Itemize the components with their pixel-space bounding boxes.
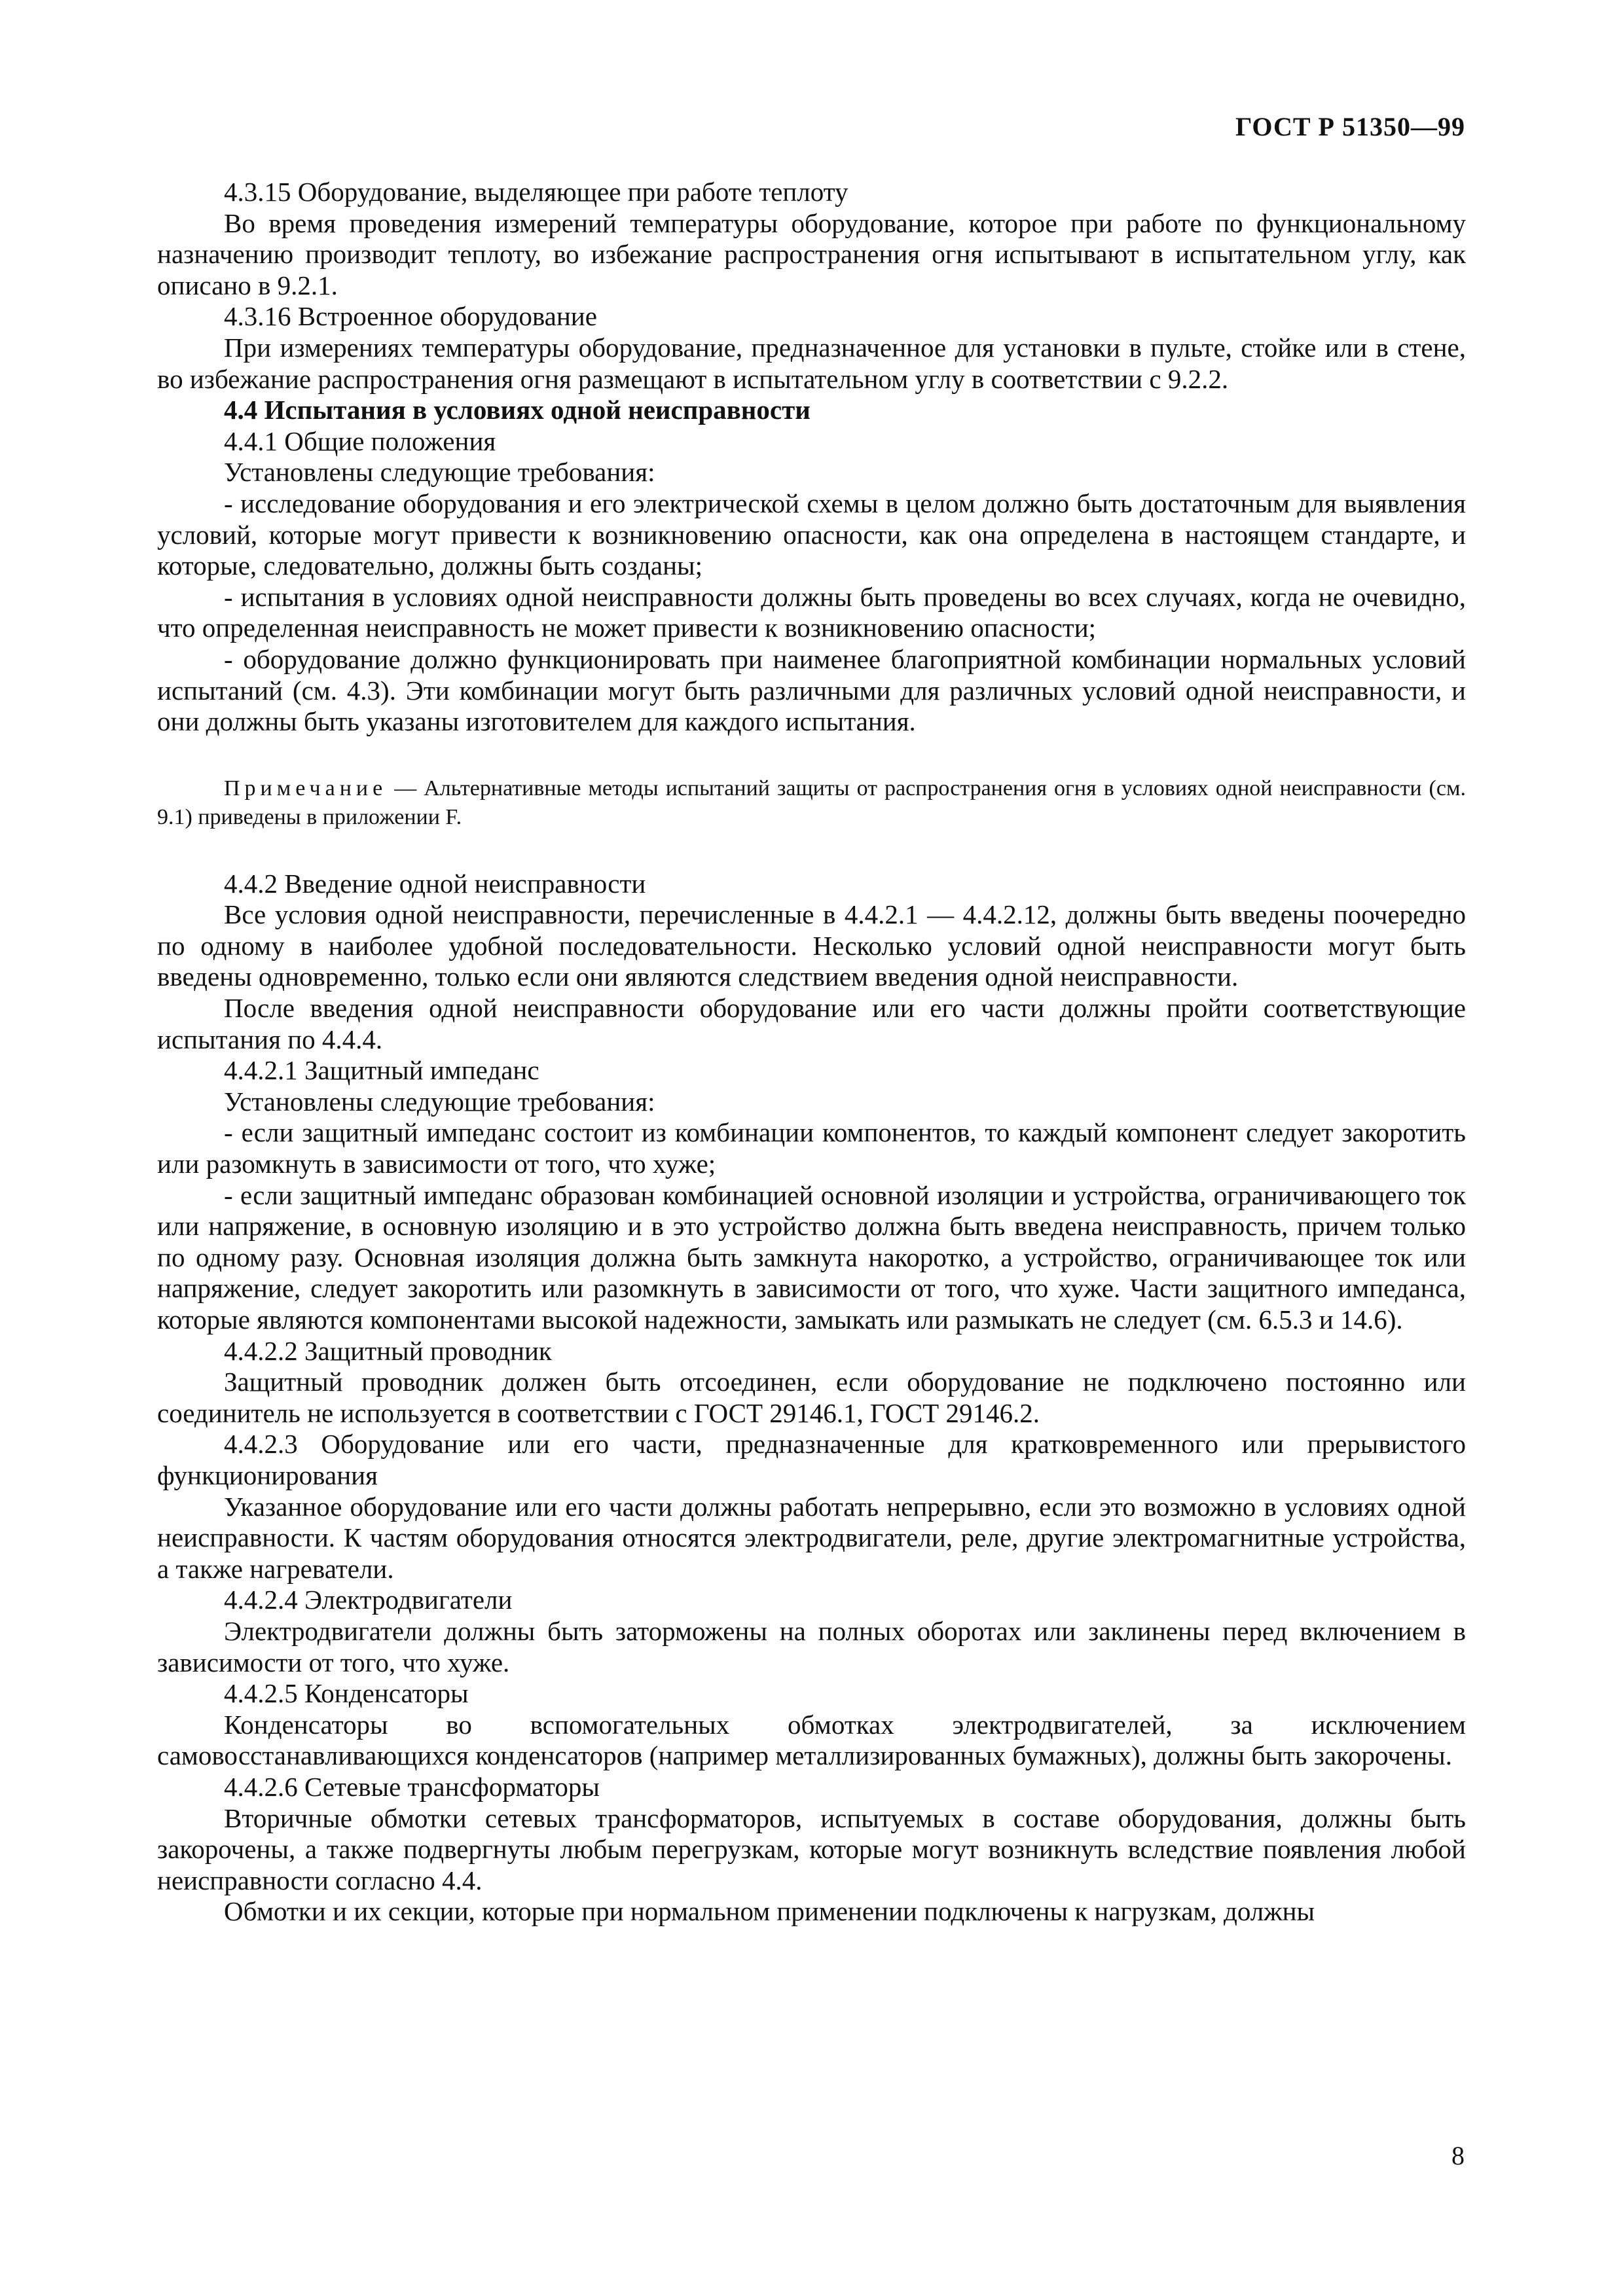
list-item: - исследование оборудования и его электрической схемы в целом должно быть достаточным для выявления условий, которые могут привести к возникновению опасности, как она определена в настоящем стандарте, и которые, следовательно, должны быть созданы; — [157, 488, 1466, 581]
paragraph: Вторичные обмотки сетевых трансформаторов, испытуемых в составе оборудования, должны быть закорочены, а также подвергнуты любым перегрузкам, которые могут возникнуть вследствие появления любой неисправности согласно 4.4. — [157, 1803, 1466, 1895]
paragraph: Электродвигатели должны быть заторможены на полных оборотах или заклинены перед включением в зависимости от того, что хуже. — [157, 1615, 1466, 1677]
paragraph: Установлены следующие требования: — [224, 1086, 655, 1117]
clause-4-4-2-1-heading: 4.4.2.1 Защитный импеданс — [224, 1055, 539, 1086]
paragraph: Все условия одной неисправности, перечисленные в 4.4.2.1 — 4.4.2.12, должны быть введены поочередно по одному в наиболее удобной последовательности. Несколько условий одной неисправности могут быть введены одновременно, только если они являются следствием введения одной неисправности. — [157, 899, 1466, 992]
clause-4-4-2-2-heading: 4.4.2.2 Защитный проводник — [224, 1335, 552, 1366]
paragraph: После введения одной неисправности оборудование или его части должны пройти соответствующие испытания по 4.4.4. — [157, 993, 1466, 1054]
clause-4-4-2-3-heading: 4.4.2.3 Оборудование или его части, предназначенные для кратковременного или прерывистого функционирования — [157, 1429, 1466, 1490]
page-number: 8 — [1451, 2141, 1465, 2170]
clause-4-4-1-heading: 4.4.1 Общие положения — [224, 425, 496, 456]
note — [157, 774, 1466, 832]
clause-4-4-2-4-heading: 4.4.2.4 Электродвигатели — [224, 1585, 513, 1615]
paragraph: Указанное оборудование или его части должны работать непрерывно, если это возможно в условиях одной неисправности. К частям оборудования относятся электродвигатели, реле, другие электромагнитные устройства, а также нагреватели. — [157, 1491, 1466, 1584]
body-text — [157, 177, 1466, 1928]
list-item: - если защитный импеданс состоит из комбинации компонентов, то каждый компонент следует закоротить или разомкнуть в зависимости от того, что хуже; — [157, 1117, 1466, 1179]
note-text: — Альтернативные методы испытаний защиты от распространения огня в условиях одной неисправности (см. 9.1) приведены в приложении F. — [157, 776, 1466, 829]
clause-4-3-16-heading: 4.3.16 Встроенное оборудование — [224, 301, 597, 332]
clause-4-4-2-6-heading: 4.4.2.6 Сетевые трансформаторы — [224, 1771, 600, 1802]
paragraph: Защитный проводник должен быть отсоединен, если оборудование не подключено постоянно или соединитель не используется в соответствии с ГОСТ 29146.1, ГОСТ 29146.2. — [157, 1367, 1466, 1428]
paragraph: Конденсаторы во вспомогательных обмотках электродвигателей, за исключением самовосстанавливающихся конденсаторов (например металлизированных бумажных), должны быть закорочены. — [157, 1709, 1466, 1771]
list-item: - если защитный импеданс образован комбинацией основной изоляции и устройства, ограничивающего ток или напряжение, в основную изоляцию и в это устройство должна быть введена неисправность, причем только по одному разу. Основная изоляция должна быть замкнута накоротко, а устройство, ограничивающее ток или напряжение, следует закоротить или разомкнуть в зависимости от того, что хуже. Части защитного импеданса, которые являются компонентами высокой надежности, замыкать или размыкать не следует (см. 6.5.3 и 14.6). — [157, 1179, 1466, 1335]
section-4-4-heading: 4.4 Испытания в условиях одной неисправности — [224, 395, 811, 425]
paragraph: При измерениях температуры оборудование, предназначенное для установки в пульте, стойке или в стене, во избежание распространения огня размещают в испытательном углу в соответствии с 9.2.2. — [157, 332, 1466, 394]
document-number-header: ГОСТ Р 51350—99 — [1235, 112, 1465, 141]
clause-4-4-2-5-heading: 4.4.2.5 Конденсаторы — [224, 1678, 469, 1709]
paragraph: Во время проведения измерений температуры оборудование, которое при работе по функциональному назначению производит теплоту, во избежание распространения огня испытывают в испытательном углу, как описано в 9.2.1. — [157, 207, 1466, 300]
clause-4-4-2-heading: 4.4.2 Введение одной неисправности — [224, 868, 646, 899]
list-item: - испытания в условиях одной неисправности должны быть проведены во всех случаях, когда не очевидно, что определенная неисправность не может привести к возникновению опасности; — [157, 581, 1466, 643]
paragraph: Обмотки и их секции, которые при нормальном применении подключены к нагрузкам, должны — [224, 1896, 1315, 1927]
clause-4-3-15-heading: 4.3.15 Оборудование, выделяющее при работе теплоту — [224, 177, 848, 207]
note-label: Примечание — [224, 776, 388, 800]
paragraph: Установлены следующие требования: — [224, 457, 655, 488]
list-item: - оборудование должно функционировать при наименее благоприятной комбинации нормальных условий испытаний (см. 4.3). Эти комбинации могут быть различными для различных условий одной неисправности, и они должны быть указаны изготовителем для каждого испытания. — [157, 643, 1466, 737]
